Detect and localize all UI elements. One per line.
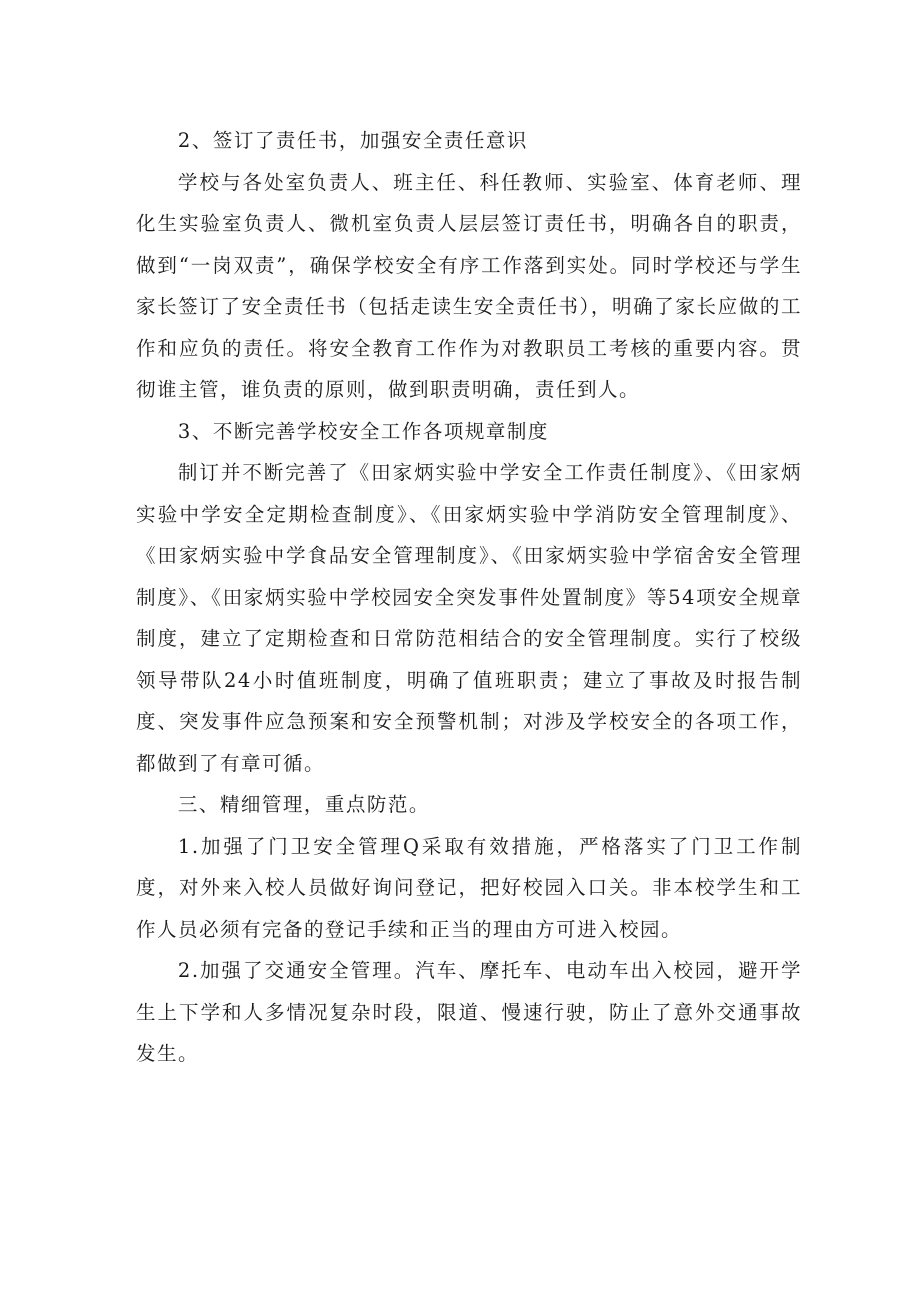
paragraph-gate-security: 1.加强了门卫安全管理Q采取有效措施，严格落实了门卫工作制度，对外来入校人员做好询问登记，把好校园入口关。非本校学生和工作人员必须有完备的登记手续和正当的理由方可进入校园。 (136, 834, 802, 941)
paragraph-traffic-safety: 2.加强了交通安全管理。汽车、摩托车、电动车出入校园，避开学生上下学和人多情况复杂时段，限道、慢速行驶，防止了意外交通事故发生。 (136, 959, 802, 1065)
section-heading-fine-management: 三、精细管理，重点防范。 (177, 793, 430, 816)
document-body (136, 120, 802, 1075)
paragraph-safety-regulations: 制订并不断完善了《田家炳实验中学安全工作责任制度》、《田家炳实验中学安全定期检查制度》、《田家炳实验中学消防安全管理制度》、《田家炳实验中学食品安全管理制度》、《田家炳实验中学宿舍安全管理制度》、《田家炳实验中学校园安全突发事件处置制度》等54项安全规章制度，建立了定期检查和日常防范相结合的安全管理制度。实行了校级领导带队24小时值班制度，明确了值班职责；建立了事故及时报告制度、突发事件应急预案和安全预警机制；对涉及学校安全的各项工作，都做到了有章可循。 (136, 461, 802, 775)
subheading-safety-regulations: 3、不断完善学校安全工作各项规章制度 (177, 419, 549, 443)
subheading-responsibility-letter: 2、签订了责任书，加强安全责任意识 (177, 129, 528, 152)
paragraph-responsibility-letter: 学校与各处室负责人、班主任、科任教师、实验室、体育老师、理化生实验室负责人、微机室负责人层层签订责任书，明确各自的职责，做到“一岗双责”，确保学校安全有序工作落到实处。同时学校还与学生家长签订了安全责任书（包括走读生安全责任书），明确了家长应做的工作和应负的责任。将安全教育工作作为对教职员工考核的重要内容。贯彻谁主管，谁负责的原则，做到职责明确，责任到人。 (136, 170, 802, 401)
